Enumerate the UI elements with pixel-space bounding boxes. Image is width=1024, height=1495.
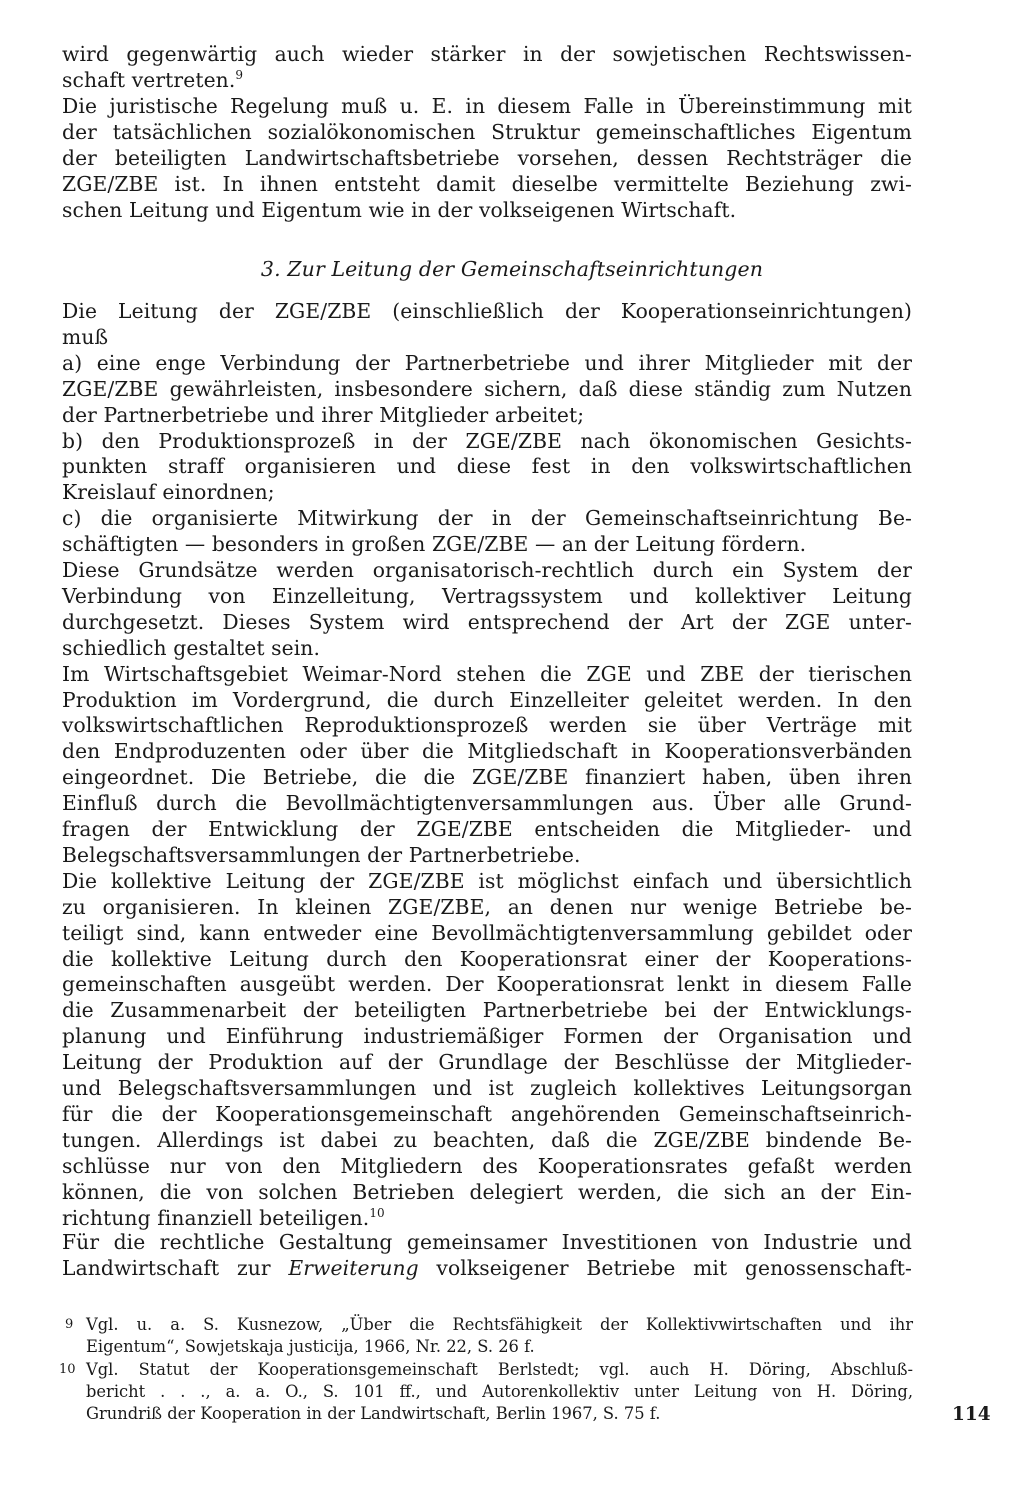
body-line: teiligt sind, kann entweder eine Bevollmächtigtenversammlung gebildet oder (62, 920, 912, 945)
body-line (62, 1205, 912, 1231)
section-heading: 3. Zur Leitung der Gemeinschaftseinrichtungen (260, 257, 764, 281)
body-line: Für die rechtliche Gestaltung gemeinsamer Investitionen von Industrie und (62, 1230, 912, 1254)
body-line: schen Leitung und Eigentum wie in der volkseigenen Wirtschaft. (62, 198, 737, 222)
body-line: der Partnerbetriebe und ihrer Mitglieder arbeitet; (62, 402, 585, 427)
body-line: Produktion im Vordergrund, die durch Einzelleiter geleitet werden. In den (62, 687, 912, 712)
body-line: Im Wirtschaftsgebiet Weimar-Nord stehen die ZGE und ZBE der tierischen (62, 661, 912, 686)
body-line: für die der Kooperationsgemeinschaft angehörenden Gemeinschaftseinrich- (62, 1101, 912, 1126)
body-line: muß (62, 324, 109, 349)
footnote-ref: 9 (235, 68, 244, 83)
body-line: planung und Einführung industriemäßiger Formen der Organisation und (62, 1024, 912, 1049)
body-line: und Belegschaftsversammlungen und ist zugleich kollektives Leitungsorgan (62, 1076, 912, 1100)
body-line: c) die organisierte Mitwirkung der in der Gemeinschaftseinrichtung Be- (62, 506, 912, 531)
body-line: Belegschaftsversammlungen der Partnerbetriebe. (62, 842, 581, 867)
body-line: Leitung der Produktion auf der Grundlage der Beschlüsse der Mitglieder- (62, 1050, 912, 1075)
body-line: fragen der Entwicklung der ZGE/ZBE entscheiden die Mitglieder- und (62, 817, 912, 841)
body-line: gemeinschaften ausgeübt werden. Der Kooperationsrat lenkt in diesem Falle (62, 972, 912, 997)
footnote-line: Eigentum“, Sowjetskaja justicija, 1966, Nr. 22, S. 26 f. (86, 1337, 535, 1356)
body-line: der tatsächlichen sozialökonomischen Struktur gemeinschaftliches Eigentum (62, 120, 912, 144)
body-line (62, 1255, 912, 1281)
footnote-ref: 10 (369, 1205, 385, 1220)
footnote-line: bericht . . ., a. a. O., S. 101 ff., und Autorenkollektiv unter Leitung von H. Döring, (86, 1382, 913, 1401)
body-line: Verbindung von Einzelleitung, Vertragssystem und kollektiver Leitung (62, 583, 912, 608)
footnote-line: Vgl. Statut der Kooperationsgemeinschaft Berlstedt; vgl. auch H. Döring, Abschluß- (86, 1360, 913, 1379)
body-line-text: Landwirtschaft zur (62, 1256, 289, 1280)
body-line: volkswirtschaftlichen Reproduktionsprozeß werden sie über Verträge mit (62, 713, 912, 738)
footnote-number: 10 (59, 1362, 76, 1377)
body-line: die Zusammenarbeit der beteiligten Partnerbetriebe bei der Entwicklungs- (62, 998, 912, 1023)
body-line: ZGE/ZBE gewährleisten, insbesondere sichern, daß diese ständig zum Nutzen (62, 376, 912, 401)
body-line: den Endproduzenten oder über die Mitgliedschaft in Kooperationsverbänden (62, 739, 912, 764)
body-line: schäftigten — besonders in großen ZGE/ZBE — an der Leitung fördern. (62, 532, 807, 557)
body-line (62, 67, 912, 93)
body-line: Einfluß durch die Bevollmächtigtenversammlungen aus. Über alle Grund- (62, 791, 912, 816)
body-line: b) den Produktionsprozeß in der ZGE/ZBE nach ökonomischen Gesichts- (62, 428, 912, 453)
body-line-text: richtung finanziell beteiligen. (62, 1205, 370, 1230)
body-line: tungen. Allerdings ist dabei zu beachten, daß die ZGE/ZBE bindende Be- (62, 1127, 912, 1152)
emphasized-word: Erweiterung (288, 1256, 419, 1280)
page-number: 114 (952, 1404, 991, 1425)
body-line: punkten straff organisieren und diese fest in den volkswirtschaftlichen (62, 454, 912, 479)
body-line: schlüsse nur von den Mitgliedern des Kooperationsrates gefaßt werden (62, 1153, 912, 1178)
body-line: können, die von solchen Betrieben delegiert werden, die sich an der Ein- (62, 1179, 912, 1204)
body-line: schiedlich gestaltet sein. (62, 635, 321, 660)
body-line: durchgesetzt. Dieses System wird entsprechend der Art der ZGE unter- (62, 609, 912, 634)
body-line: Diese Grundsätze werden organisatorisch-rechtlich durch ein System der (62, 558, 912, 582)
footnote-line: Grundriß der Kooperation in der Landwirtschaft, Berlin 1967, S. 75 f. (86, 1404, 661, 1423)
body-line: Die kollektive Leitung der ZGE/ZBE ist möglichst einfach und übersichtlich (62, 868, 912, 893)
body-line-text: schaft vertreten. (62, 68, 236, 92)
body-line: der beteiligten Landwirtschaftsbetriebe vorsehen, dessen Rechtsträger die (62, 146, 912, 170)
body-line: Die Leitung der ZGE/ZBE (einschließlich der Kooperationseinrichtungen) (62, 299, 912, 323)
body-line: wird gegenwärtig auch wieder stärker in der sowjetischen Rechtswissen- (62, 42, 912, 66)
body-line: Die juristische Regelung muß u. E. in diesem Falle in Übereinstimmung mit (62, 94, 912, 118)
body-line: die kollektive Leitung durch den Kooperationsrat einer der Kooperations- (62, 946, 912, 971)
body-line: Kreislauf einordnen; (62, 480, 275, 505)
body-line: ZGE/ZBE ist. In ihnen entsteht damit dieselbe vermittelte Beziehung zwi- (62, 172, 912, 196)
body-line: zu organisieren. In kleinen ZGE/ZBE, an denen nur wenige Betriebe be- (62, 894, 912, 919)
footnote-number: 9 (65, 1317, 74, 1332)
body-line-text: volkseigener Betriebe mit genossenschaft- (418, 1256, 912, 1280)
body-line: eingeordnet. Die Betriebe, die die ZGE/ZBE finanziert haben, üben ihren (62, 765, 912, 790)
body-line: a) eine enge Verbindung der Partnerbetriebe und ihrer Mitglieder mit der (62, 350, 912, 375)
footnote-line: Vgl. u. a. S. Kusnezow, „Über die Rechtsfähigkeit der Kollektivwirtschaften und ihr (86, 1315, 913, 1334)
